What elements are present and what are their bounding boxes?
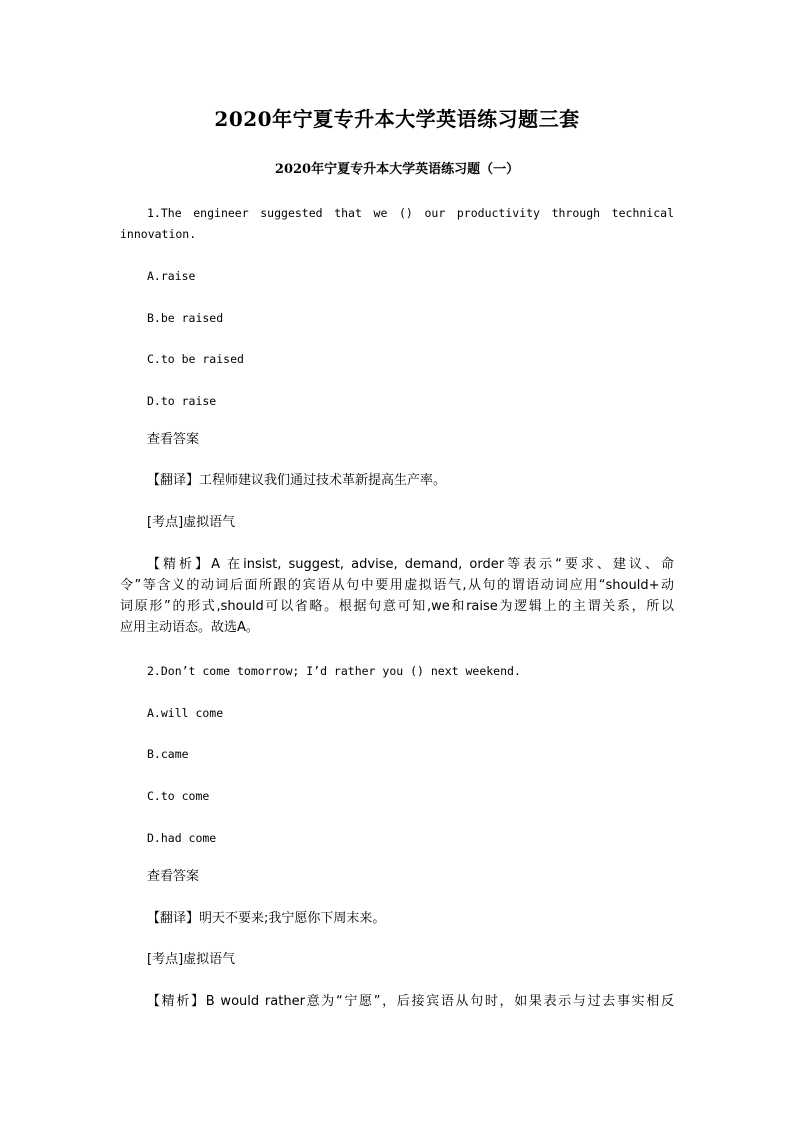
- question-1-translation: 【翻译】工程师建议我们通过技术革新提高生产率。: [147, 473, 447, 488]
- question-2-option-a: A.will come: [147, 706, 224, 720]
- question-1-analysis-line-4: 应用主动语态。故选A。: [120, 620, 259, 635]
- question-1-stem-line-1: 1.The engineer suggested that we () our productivity through technical: [147, 206, 674, 220]
- question-2-view-answer[interactable]: 查看答案: [147, 869, 200, 884]
- question-1-stem-line-2: innovation.: [120, 227, 197, 241]
- question-2-option-c: C.to come: [147, 789, 210, 803]
- question-1-option-c: C.to be raised: [147, 352, 244, 366]
- question-1-option-b: B.be raised: [147, 311, 224, 325]
- question-2-stem-line-1: 2.Don’t come tomorrow; I’d rather you () next weekend.: [147, 664, 521, 678]
- question-2-topic: [考点]虚拟语气: [147, 952, 236, 967]
- question-1-topic: [考点]虚拟语气: [147, 515, 236, 530]
- question-2-analysis-line-1: 【精析】B would rather意为“宁愿”，后接宾语从句时，如果表示与过去事实相反: [147, 994, 674, 1009]
- question-1-analysis-line-1: 【精析】A 在insist, suggest, advise, demand, order等表示“要求、建议、命: [147, 557, 674, 572]
- question-1-option-d: D.to raise: [147, 394, 217, 408]
- question-2-option-b: B.came: [147, 747, 189, 761]
- question-2-translation: 【翻译】明天不要来;我宁愿你下周末来。: [147, 911, 386, 926]
- question-1-view-answer[interactable]: 查看答案: [147, 432, 200, 447]
- section-title: 2020年宁夏专升本大学英语练习题（一）: [274, 162, 520, 177]
- question-1-analysis-line-3: 词原形”的形式,should可以省略。根据句意可知,we和raise为逻辑上的主谓关系，所以: [120, 599, 674, 614]
- document-title: 2020年宁夏专升本大学英语练习题三套: [214, 107, 580, 131]
- question-1-option-a: A.raise: [147, 269, 196, 283]
- question-2-option-d: D.had come: [147, 831, 217, 845]
- question-1-analysis-line-2: 令”等含义的动词后面所跟的宾语从句中要用虚拟语气,从句的谓语动词应用“should+动: [120, 578, 674, 593]
